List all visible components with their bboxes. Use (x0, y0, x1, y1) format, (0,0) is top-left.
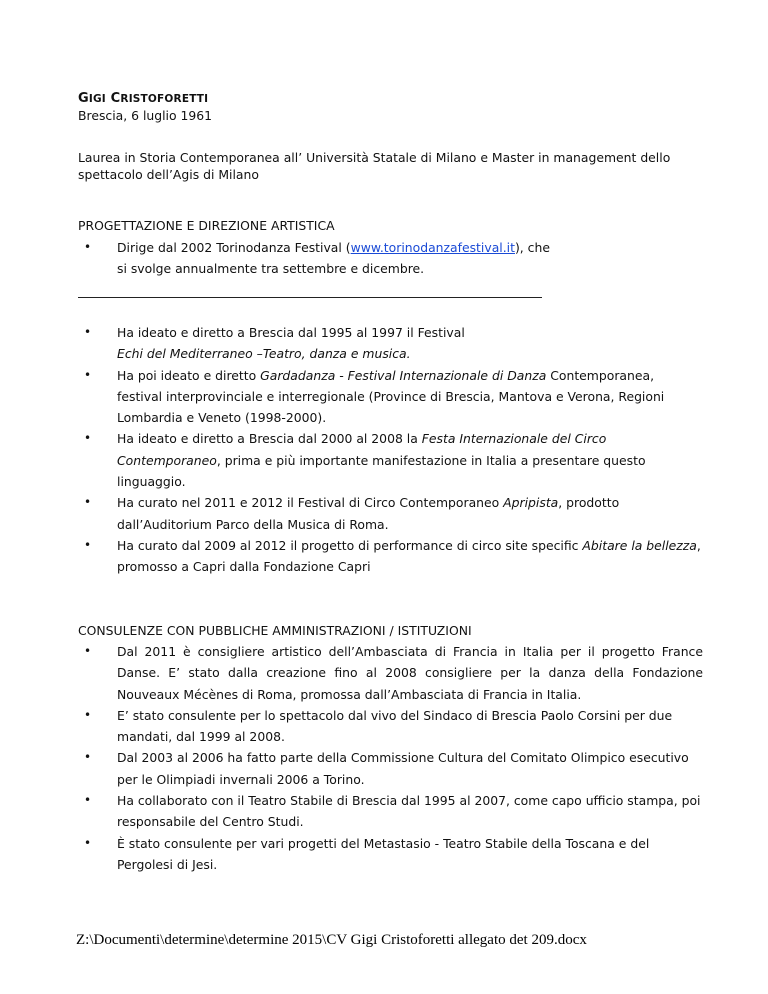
bullet-icon: • (84, 240, 92, 254)
consulting-list (78, 641, 703, 875)
education-paragraph: Laurea in Storia Contemporanea all’ Università Statale di Milano e Master in management dello spettacolo dell’Agis di Milano (78, 150, 671, 182)
list-item: • Ha ideato e diretto a Brescia dal 2000 al 2008 la Festa Internazionale del Circo Contemporaneo, prima e più importante manifestazione in Italia a presentare questo linguaggio. (78, 428, 703, 492)
list-item: • E’ stato consulente per lo spettacolo dal vivo del Sindaco di Brescia Paolo Corsini per due mandati, dal 1999 al 2008. (78, 705, 703, 748)
list-item: • Dirige dal 2002 Torinodanza Festival (www.torinodanzafestival.it), che si svolge annualmente tra settembre e dicembre. (78, 237, 556, 280)
artistic-direction-list (78, 322, 703, 578)
section-heading-artistic-direction: PROGETTAZIONE E DIREZIONE ARTISTICA (78, 218, 335, 233)
list-item: • Ha ideato e diretto a Brescia dal 1995 al 1997 il Festival Echi del Mediterraneo –Teatro, danza e musica. (78, 322, 703, 365)
bullet-icon: • (84, 537, 92, 552)
list-item: • Ha curato dal 2009 al 2012 il progetto di performance di circo site specific Abitare la bellezza, promosso a Capri dalla Fondazione Capri (78, 535, 703, 578)
birth-info: Brescia, 6 luglio 1961 (78, 108, 213, 123)
person-name: GIGI CRISTOFORETTI (78, 91, 209, 106)
list-item: • Ha curato nel 2011 e 2012 il Festival di Circo Contemporaneo Apripista, prodotto dall’Auditorium Parco della Musica di Roma. (78, 492, 703, 535)
list-item: • Ha poi ideato e diretto Gardadanza - Festival Internazionale di Danza Contemporanea, festival interprovinciale e interregionale (Province di Brescia, Mantova e Verona, Regioni Lombardia e Veneto (1998-2000). (78, 365, 703, 429)
bullet-icon: • (84, 644, 92, 658)
bullet-icon: • (84, 835, 92, 850)
file-path-footer: Z:\Documenti\determine\determine 2015\CV Gigi Cristoforetti allegato det 209.docx (76, 932, 587, 948)
bullet-icon: • (84, 707, 92, 722)
bullet-icon: • (84, 367, 92, 382)
list-item: • Ha collaborato con il Teatro Stabile di Brescia dal 1995 al 2007, come capo ufficio stampa, poi responsabile del Centro Studi. (78, 790, 703, 833)
bullet-icon: • (84, 431, 92, 446)
list-item: • Dal 2011 è consigliere artistico dell’Ambasciata di Francia in Italia per il progetto France Danse. E’ stato dalla creazione fino al 2008 consigliere per la danza della Fondazione Nouveaux Mécènes di Roma, promossa dall’Ambasciata di Francia in Italia. (78, 641, 703, 705)
artistic-direction-list-intro (78, 237, 556, 280)
bullet-icon: • (84, 793, 92, 808)
bullet-icon: • (84, 750, 92, 765)
list-item: • Dal 2003 al 2006 ha fatto parte della Commissione Cultura del Comitato Olimpico esecutivo per le Olimpiadi invernali 2006 a Torino. (78, 747, 703, 790)
festival-website-link[interactable]: www.torinodanzafestival.it (350, 240, 515, 255)
list-item: • È stato consulente per vari progetti del Metastasio - Teatro Stabile della Toscana e del Pergolesi di Jesi. (78, 833, 703, 876)
bullet-icon: • (84, 325, 92, 339)
section-heading-consulting: CONSULENZE CON PUBBLICHE AMMINISTRAZIONI / ISTITUZIONI (78, 623, 472, 638)
divider-line (78, 297, 542, 298)
bullet-icon: • (84, 495, 92, 510)
